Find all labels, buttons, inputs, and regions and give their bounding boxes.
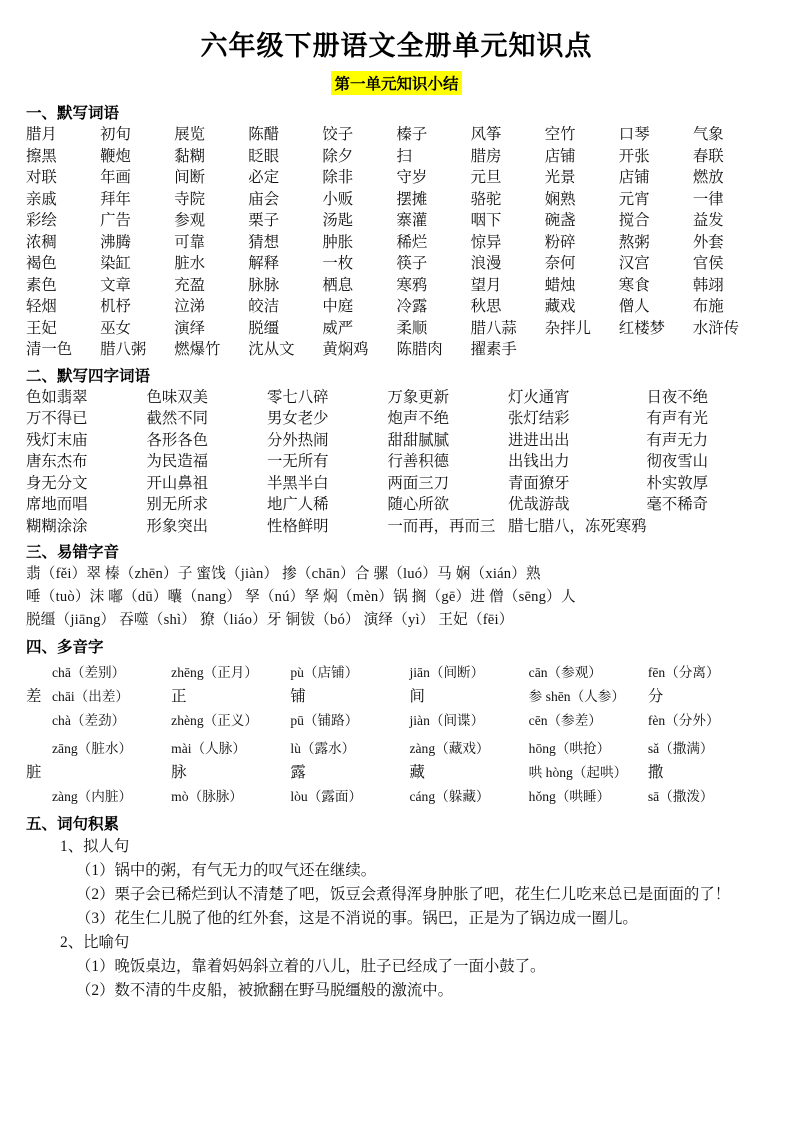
four-char-phrase: 行善积德 <box>387 453 450 470</box>
polyphone-reading: lù（露水） <box>290 741 356 756</box>
dictation-word: 寨灌 <box>396 212 428 229</box>
dictation-word: 小贩 <box>322 190 354 208</box>
personification-item: （3）花生仁儿脱了他的红外套，这是不消说的事。锅巴，正是为了锅边成一圈儿。 <box>76 910 638 927</box>
four-char-phrase: 有声有光 <box>646 410 709 427</box>
dictation-word: 对联 <box>26 169 57 186</box>
dictation-word: 冷露 <box>396 298 428 315</box>
polyphone-reading: cēn（参差） <box>528 713 602 728</box>
dictation-word: 气象 <box>692 126 724 143</box>
four-char-phrase: 男女老少 <box>266 410 329 427</box>
four-char-phrase: 半黑半白 <box>266 474 329 492</box>
dictation-word: 黄焖鸡 <box>322 341 369 358</box>
four-char-phrase: 朴实敦厚 <box>646 474 709 492</box>
four-char-phrase: 一无所有 <box>266 453 329 470</box>
polyphone-groups <box>26 661 767 809</box>
four-char-phrase: 炮声不绝 <box>387 410 450 427</box>
dictation-word: 骆驼 <box>470 190 502 208</box>
dictation-word: 素色 <box>26 276 57 294</box>
page-title: 六年级下册语文全册单元知识点 <box>200 31 593 61</box>
dictation-word: 腊八蒜 <box>470 319 517 337</box>
dictation-word: 皎洁 <box>248 298 280 315</box>
dictation-word: 脉脉 <box>248 276 280 294</box>
dictation-word: 开张 <box>618 147 650 165</box>
dictation-word: 榛子 <box>396 126 428 143</box>
dictation-word: 清一色 <box>26 341 73 358</box>
section-heading-5: 五、词句积累 <box>26 816 120 833</box>
polyphone-reading: 露 <box>290 764 306 781</box>
dictation-word: 拜年 <box>100 190 131 208</box>
dictation-word: 藏戏 <box>544 298 576 315</box>
dictation-word: 沈从文 <box>248 341 295 358</box>
section-heading-1: 一、默写词语 <box>26 105 120 122</box>
polyphone-row <box>26 785 767 809</box>
dictation-word: 脏水 <box>174 255 205 272</box>
dictation-word: 汉宫 <box>618 255 650 272</box>
polyphone-row <box>26 737 767 761</box>
four-char-phrase: 各形各色 <box>146 431 209 449</box>
polyphone-reading: hǒng（哄睡） <box>528 789 611 804</box>
easy-error-pinyin-list <box>26 563 767 632</box>
personification-item: （2）栗子会已稀烂到认不清楚了吧，饭豆会煮得浑身肿胀了吧，花生仁儿吃来总已是面面的了！ <box>76 886 731 903</box>
subsection-metaphor: 2、比喻句 <box>60 934 130 951</box>
dictation-word: 奈何 <box>544 255 576 272</box>
four-char-phrase: 分外热闹 <box>266 431 329 449</box>
dictation-word: 饺子 <box>322 126 354 143</box>
dictation-word: 威严 <box>322 319 354 337</box>
four-char-phrase: 为民造福 <box>146 453 209 470</box>
polyphone-reading: 撒 <box>647 764 664 781</box>
polyphone-reading: chāi（出差） <box>52 689 130 704</box>
dictation-word: 亲戚 <box>26 190 57 208</box>
unit-subtitle-highlight: 第一单元知识小结 <box>331 71 461 95</box>
dictation-word: 浪漫 <box>470 255 502 272</box>
dictation-word: 脱缰 <box>248 319 280 337</box>
four-char-phrase: 优哉游哉 <box>507 496 570 513</box>
dictation-word: 巫女 <box>100 319 131 337</box>
four-char-phrase: 随心所欲 <box>387 496 450 513</box>
dictation-word: 彩绘 <box>26 212 57 229</box>
four-char-phrase: 日夜不绝 <box>646 388 709 406</box>
polyphone-reading: mò（脉脉） <box>171 789 243 804</box>
section-heading-3: 三、易错字音 <box>26 544 120 561</box>
polyphone-reading: 脉 <box>171 764 187 781</box>
four-char-phrase: 甜甜腻腻 <box>387 431 450 449</box>
dictation-word: 一律 <box>692 190 724 208</box>
dictation-word: 轻烟 <box>26 298 57 315</box>
dictation-word: 褐色 <box>26 255 57 272</box>
dictation-word: 燃放 <box>692 169 724 186</box>
dictation-word: 眨眼 <box>248 147 280 165</box>
four-char-phrase: 残灯末庙 <box>26 431 88 449</box>
dictation-word: 守岁 <box>396 169 428 186</box>
polyphone-reading: hōng（哄抢） <box>528 741 611 756</box>
polyphone-reading: cān（参观） <box>528 665 602 680</box>
four-char-phrase: 青面獠牙 <box>507 474 570 492</box>
dictation-word: 栗子 <box>248 212 280 229</box>
four-char-phrase: 一而再，再而三 <box>387 517 496 535</box>
dictation-word: 元宵 <box>618 190 650 208</box>
dictation-word: 猜想 <box>248 233 280 251</box>
polyphone-row <box>26 709 767 733</box>
dictation-word: 初旬 <box>100 126 131 143</box>
dictation-word: 汤匙 <box>322 212 354 229</box>
dictation-word: 熬粥 <box>618 233 650 251</box>
polyphone-reading: fēn（分离） <box>647 665 720 680</box>
four-char-phrase: 性格鲜明 <box>266 517 329 535</box>
polyphone-reading: jiān（间断） <box>409 665 485 680</box>
dictation-word: 空竹 <box>544 126 576 143</box>
polyphone-row <box>26 761 767 785</box>
four-char-phrase: 唐东杰布 <box>26 453 88 470</box>
four-char-phrase: 形象突出 <box>146 517 209 535</box>
four-char-phrase: 出钱出力 <box>507 453 570 470</box>
dictation-word: 稀烂 <box>396 233 428 251</box>
four-char-phrase: 身无分文 <box>26 474 88 492</box>
polyphone-reading: mài（人脉） <box>171 741 246 756</box>
dictation-word: 腊房 <box>470 147 502 165</box>
dictation-word: 元旦 <box>470 169 502 186</box>
four-char-phrase: 色如翡翠 <box>26 388 88 406</box>
dictation-word: 除夕 <box>322 147 354 165</box>
four-char-phrase: 开山鼻祖 <box>146 474 209 492</box>
dictation-word: 柔顺 <box>396 319 428 337</box>
dictation-word: 口琴 <box>618 126 650 143</box>
polyphone-reading: chā（差别） <box>52 665 126 680</box>
dictation-word: 参观 <box>174 212 205 229</box>
dictation-word: 年画 <box>100 169 131 186</box>
dictation-word: 燃爆竹 <box>174 341 221 358</box>
dictation-word: 粉碎 <box>544 233 576 251</box>
polyphone-group <box>26 737 767 809</box>
four-char-phrase: 毫不稀奇 <box>646 496 709 513</box>
four-char-phrase-grid <box>26 387 767 538</box>
pinyin-line: 翡（fěi）翠 榛（zhēn）子 蜜饯（jiàn） 掺（chān）合 骡（luó）马 娴（xián）熟 <box>26 566 541 582</box>
dictation-word: 广告 <box>100 212 131 229</box>
polyphone-reading: pù（店铺） <box>290 665 359 680</box>
polyphone-reading: sā（撒泼） <box>647 789 714 804</box>
dictation-word: 蜡烛 <box>544 276 576 294</box>
polyphone-reading: lòu（露面） <box>290 789 363 804</box>
dictation-word: 文章 <box>100 276 131 294</box>
dictation-word: 寒食 <box>618 276 650 294</box>
section-heading-4: 四、多音字 <box>26 639 104 656</box>
polyphone-row <box>26 661 767 685</box>
four-char-phrase: 张灯结彩 <box>507 410 570 427</box>
dictation-word: 鞭炮 <box>100 147 131 165</box>
polyphone-reading: sǎ（撒满） <box>647 741 714 756</box>
polyphone-reading: 哄 hòng（起哄） <box>528 765 628 780</box>
polyphone-reading: 铺 <box>290 688 306 705</box>
metaphor-item: （2）数不清的牛皮船，被掀翻在野马脱缰般的激流中。 <box>76 982 454 999</box>
four-char-phrase: 两面三刀 <box>387 474 450 492</box>
dictation-word: 展览 <box>174 126 205 143</box>
polyphone-reading: 藏 <box>409 764 425 781</box>
four-char-phrase: 糊糊涂涂 <box>26 517 88 535</box>
dictation-word: 官侯 <box>692 255 724 272</box>
four-char-phrase: 席地而唱 <box>26 496 88 513</box>
dictation-word: 秋思 <box>470 298 502 315</box>
dictation-word: 寒鸦 <box>396 276 428 294</box>
dictation-word: 染缸 <box>100 255 131 272</box>
polyphone-reading: pū（铺路） <box>290 713 359 728</box>
polyphone-reading: 正 <box>171 688 187 705</box>
dictation-word: 扫 <box>396 147 412 165</box>
polyphone-reading: zāng（脏水） <box>52 741 133 756</box>
polyphone-row <box>26 685 767 709</box>
polyphone-char: 脏 <box>26 764 42 781</box>
dictation-word: 益发 <box>692 212 724 229</box>
dictation-word: 一枚 <box>322 255 354 272</box>
four-char-phrase: 灯火通宵 <box>507 388 570 406</box>
dictation-word: 杂拌儿 <box>544 319 591 337</box>
dictation-word: 可靠 <box>174 233 205 251</box>
dictation-word: 黏糊 <box>174 147 205 165</box>
dictation-word: 春联 <box>692 147 724 165</box>
dictation-word: 间断 <box>174 169 205 186</box>
dictation-word: 栖息 <box>322 276 354 294</box>
dictation-word: 擦黑 <box>26 147 57 165</box>
dictation-word: 店铺 <box>544 147 576 165</box>
pinyin-line: 脱缰（jiāng） 吞噬（shì） 獠（liáo）牙 铜钹（bó） 演绎（yì） 王妃（fēi） <box>26 612 514 628</box>
dictation-word: 寺院 <box>174 190 205 208</box>
dictation-word: 水浒传 <box>692 319 740 337</box>
dictation-word-grid <box>26 124 767 361</box>
dictation-word: 外套 <box>692 233 724 251</box>
polyphone-char: 差 <box>26 688 42 705</box>
pinyin-line: 唾（tuò）沫 嘟（dū）囔（nang） 孥（nú）孥 焖（mèn）锅 搁（gē）进 僧（sēng）人 <box>26 589 576 605</box>
polyphone-reading: fèn（分外） <box>647 713 720 728</box>
dictation-word: 咽下 <box>470 212 502 229</box>
dictation-word: 红楼梦 <box>618 319 665 337</box>
dictation-word: 陈醋 <box>248 126 280 143</box>
four-char-phrase: 万象更新 <box>387 388 450 406</box>
dictation-word: 僧人 <box>618 298 650 315</box>
polyphone-reading: chà（差劲） <box>52 713 126 728</box>
four-char-phrase: 有声无力 <box>646 431 709 449</box>
dictation-word: 望月 <box>470 276 502 294</box>
dictation-word: 王妃 <box>26 319 57 337</box>
polyphone-reading: zàng（藏戏） <box>409 741 490 756</box>
four-char-phrase: 截然不同 <box>146 410 209 427</box>
dictation-word: 娴熟 <box>544 190 576 208</box>
metaphor-item: （1）晚饭桌边，靠着妈妈斜立着的八儿，肚子已经成了一面小鼓了。 <box>76 958 546 975</box>
polyphone-reading: 分 <box>647 688 664 705</box>
dictation-word: 肿胀 <box>322 233 354 251</box>
dictation-word: 浓稠 <box>26 233 57 251</box>
four-char-phrase: 彻夜雪山 <box>646 453 709 470</box>
dictation-word: 腊月 <box>26 126 57 143</box>
four-char-phrase: 地广人稀 <box>266 496 329 513</box>
polyphone-reading: zàng（内脏） <box>52 789 133 804</box>
dictation-word: 充盈 <box>174 276 205 294</box>
section-heading-2: 二、默写四字词语 <box>26 367 151 385</box>
dictation-word: 筷子 <box>396 255 428 272</box>
four-char-phrase: 万不得已 <box>26 410 88 427</box>
dictation-word: 腊八粥 <box>100 341 147 358</box>
dictation-word: 风筝 <box>470 126 502 143</box>
dictation-word: 中庭 <box>322 298 354 315</box>
dictation-word: 演绎 <box>174 319 205 337</box>
subtitle-row <box>26 71 767 95</box>
polyphone-reading: zhèng（正义） <box>171 713 258 728</box>
dictation-word: 光景 <box>544 169 576 186</box>
polyphone-group <box>26 661 767 733</box>
dictation-word: 除非 <box>322 169 354 186</box>
polyphone-reading: zhēng（正月） <box>171 665 258 680</box>
polyphone-reading <box>52 761 171 785</box>
four-char-phrase: 别无所求 <box>146 496 209 513</box>
dictation-word: 布施 <box>692 298 724 315</box>
polyphone-reading: cáng（躲藏） <box>409 789 490 804</box>
four-char-phrase: 腊七腊八，冻死寒鸦 <box>507 517 647 535</box>
dictation-word: 搅合 <box>618 212 650 229</box>
dictation-word: 惊异 <box>470 233 502 251</box>
dictation-word: 碗盏 <box>544 212 576 229</box>
dictation-word: 必定 <box>248 169 280 186</box>
four-char-phrase: 进进出出 <box>507 431 570 449</box>
subsection-personification: 1、拟人句 <box>60 838 130 855</box>
dictation-word: 机杼 <box>100 298 131 315</box>
dictation-word: 陈腊肉 <box>396 341 443 358</box>
personification-item: （1）锅中的粥，有气无力的叹气还在继续。 <box>76 862 377 879</box>
dictation-word: 泣涕 <box>174 298 205 315</box>
four-char-phrase: 色味双美 <box>146 388 209 406</box>
dictation-word: 韩翊 <box>692 276 724 294</box>
polyphone-reading: 间 <box>409 688 425 705</box>
polyphone-reading: 参 shēn（人参） <box>528 689 625 704</box>
four-char-phrase: 零七八碎 <box>266 388 329 406</box>
dictation-word: 庙会 <box>248 190 280 208</box>
dictation-word: 擢素手 <box>470 341 517 358</box>
polyphone-reading: jiàn（间谍） <box>409 713 485 728</box>
dictation-word: 沸腾 <box>100 233 131 251</box>
dictation-word: 店铺 <box>618 169 650 186</box>
dictation-word: 解释 <box>248 255 280 272</box>
dictation-word: 摆摊 <box>396 190 428 208</box>
